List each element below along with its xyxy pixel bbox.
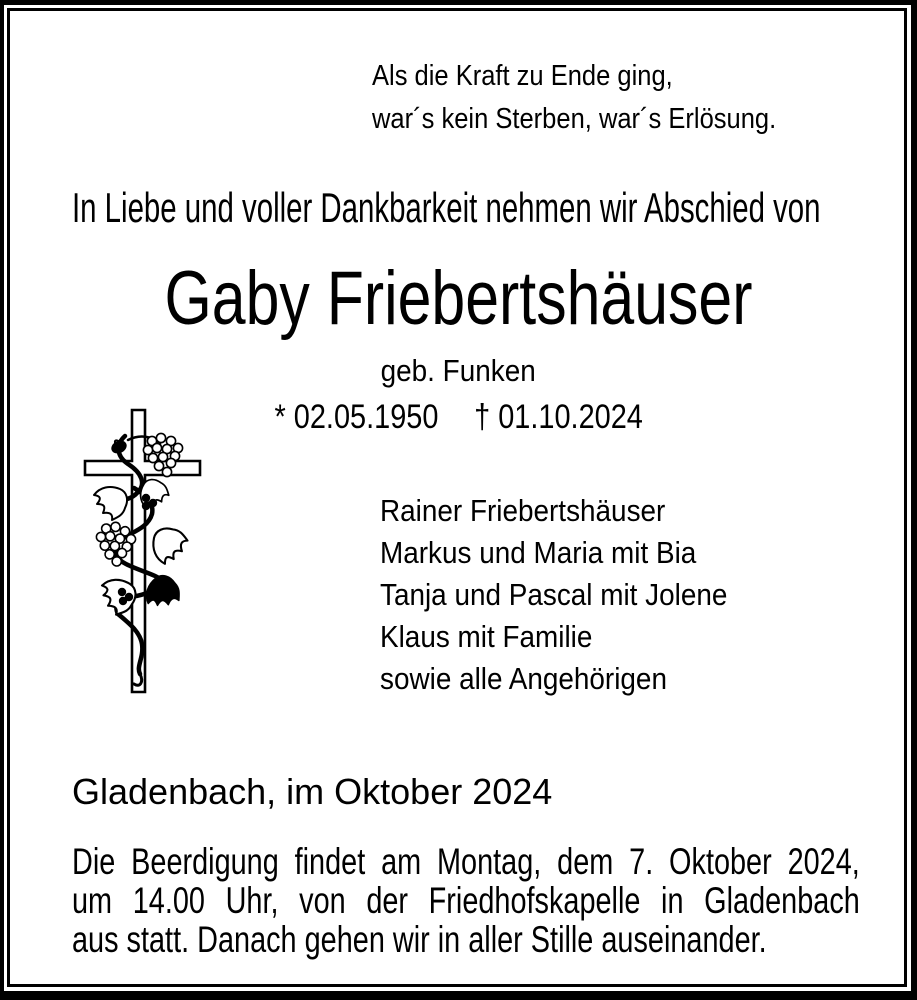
- deceased-name-row: [10, 256, 907, 341]
- birth-date: * 02.05.1950: [274, 398, 439, 436]
- mourners-list: [380, 490, 727, 700]
- mourner-line: sowie alle Angehörigen: [380, 661, 667, 696]
- death-date: † 01.10.2024: [473, 398, 643, 436]
- maiden-name-row: [10, 355, 907, 386]
- maiden-name: geb. Funken: [380, 353, 537, 388]
- funeral-notice: [72, 842, 860, 959]
- verse-block: [372, 55, 776, 141]
- mourner-line: Rainer Friebertshäuser: [380, 493, 666, 528]
- cross-grapevine-illustration-icon: [68, 392, 218, 712]
- intro-line: In Liebe und voller Dankbarkeit nehmen wir Abschied von: [72, 184, 821, 231]
- verse-line-2: war´s kein Sterben, war´s Erlösung.: [372, 103, 777, 135]
- funeral-line-3: aus statt. Danach gehen wir in aller Stille auseinander.: [72, 919, 767, 960]
- vine-knot: [109, 438, 129, 456]
- deceased-name: Gaby Friebertshäuser: [164, 256, 753, 341]
- funeral-line-1: Die Beerdigung findet am Montag, dem 7. Oktober 2024,: [72, 841, 860, 882]
- verse-line-1: Als die Kraft zu Ende ging,: [372, 60, 673, 92]
- mourner-line: Klaus mit Familie: [380, 619, 593, 654]
- life-dates: [274, 400, 642, 434]
- mourner-line: Tanja und Pascal mit Jolene: [380, 577, 728, 612]
- funeral-line-2: um 14.00 Uhr, von der Friedhofskapelle in Gladenbach: [72, 880, 860, 921]
- mourner-line: Markus und Maria mit Bia: [380, 535, 697, 570]
- place-date-line: Gladenbach, im Oktober 2024: [72, 771, 553, 812]
